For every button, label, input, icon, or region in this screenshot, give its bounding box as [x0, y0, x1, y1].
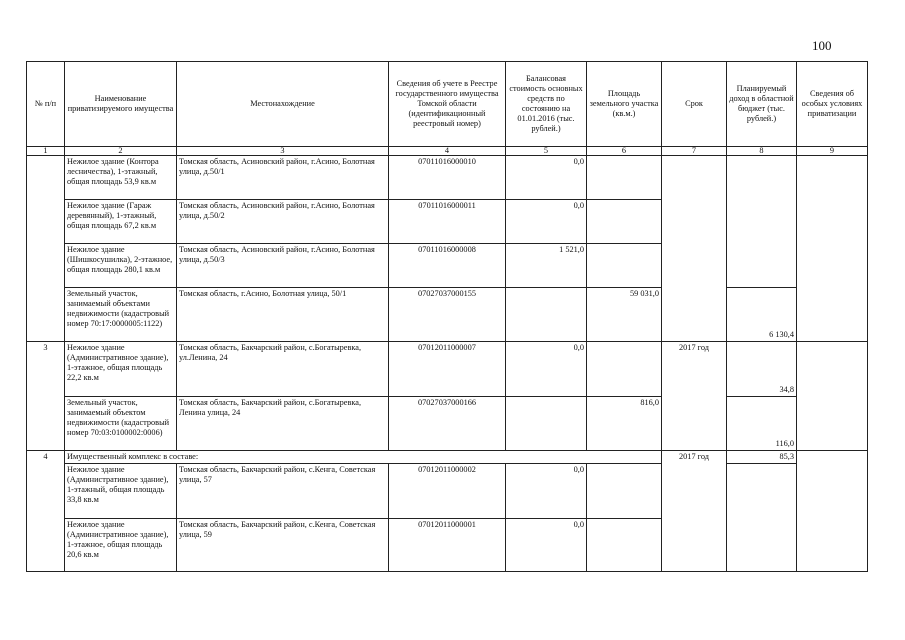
table-row: [27, 244, 868, 288]
column-number: 9: [797, 147, 868, 156]
income-cell: [727, 244, 797, 288]
income-cell: [727, 519, 797, 572]
column-number-row: [27, 147, 868, 156]
income-value: 85,3: [727, 451, 797, 464]
table-row: [27, 288, 868, 342]
item-location: Томская область, Бакчарский район, с.Богатыревка, Ленина улица, 24: [177, 397, 389, 451]
header-cell: Планируемый доход в областной бюджет (тыс. рублей.): [727, 62, 797, 147]
item-name: Нежилое здание (Гараж деревянный), 1-этажный, общая площадь 67,2 кв.м: [65, 200, 177, 244]
registry-number: 07011016000011: [389, 200, 506, 244]
privatization-table: [26, 61, 868, 572]
item-name: Нежилое здание (Административное здание), 1-этажное, общая площадь 22,2 кв.м: [65, 342, 177, 397]
balance-value: 0,0: [506, 464, 587, 519]
area-cell: [587, 200, 662, 244]
area-cell: [587, 156, 662, 200]
column-number: 4: [389, 147, 506, 156]
item-location: Томская область, Асиновский район, г.Асино, Болотная улица, д.50/2: [177, 200, 389, 244]
table-row: [27, 397, 868, 451]
table-row: [27, 200, 868, 244]
item-location: Томская область, Бакчарский район, с.Кенга, Советская улица, 57: [177, 464, 389, 519]
header-cell: Площадь земельного участка (кв.м.): [587, 62, 662, 147]
balance-cell: [506, 288, 587, 342]
area-value: 59 031,0: [587, 288, 662, 342]
table-row: [27, 519, 868, 572]
header-cell: Сведения об особых условиях приватизации: [797, 62, 868, 147]
area-value: 816,0: [587, 397, 662, 451]
header-cell: Наименование приватизируемого имущества: [65, 62, 177, 147]
registry-number: 07012011000002: [389, 464, 506, 519]
item-name: Нежилое здание (Административное здание), 1-этажное, общая площадь 20,6 кв.м: [65, 519, 177, 572]
item-name: Нежилое здание (Шишкосушилка), 2-этажное, общая площадь 280,1 кв.м: [65, 244, 177, 288]
item-location: Томская область, г.Асино, Болотная улица, 50/1: [177, 288, 389, 342]
balance-value: 1 521,0: [506, 244, 587, 288]
column-number: 2: [65, 147, 177, 156]
column-number: 5: [506, 147, 587, 156]
term-value: 2017 год: [662, 342, 727, 451]
item-location: Томская область, Бакчарский район, с.Богатыревка, ул.Ленина, 24: [177, 342, 389, 397]
registry-number: 07011016000008: [389, 244, 506, 288]
item-name: Земельный участок, занимаемый объектом недвижимости (кадастровый номер 70:03:0100002:0006): [65, 397, 177, 451]
item-location: Томская область, Асиновский район, г.Асино, Болотная улица, д.50/3: [177, 244, 389, 288]
income-cell: [727, 200, 797, 244]
item-location: Томская область, Бакчарский район, с.Кенга, Советская улица, 59: [177, 519, 389, 572]
header-cell: Местонахождение: [177, 62, 389, 147]
conditions-cell: [797, 451, 868, 572]
item-name: Земельный участок, занимаемый объектами недвижимости (кадастровый номер 70:17:0000005:1122): [65, 288, 177, 342]
income-value: 116,0: [727, 397, 797, 451]
balance-value: 0,0: [506, 156, 587, 200]
balance-value: 0,0: [506, 519, 587, 572]
area-cell: [587, 244, 662, 288]
table-row: [27, 451, 868, 464]
income-cell: [727, 464, 797, 519]
balance-value: 0,0: [506, 200, 587, 244]
area-cell: [587, 464, 662, 519]
conditions-cell: [797, 342, 868, 451]
term-value: 2017 год: [662, 451, 727, 572]
income-value: 6 130,4: [727, 288, 797, 342]
item-name: Нежилое здание (Контора лесничества), 1-этажный, общая площадь 53,9 кв.м: [65, 156, 177, 200]
balance-cell: [506, 397, 587, 451]
complex-title: Имущественный комплекс в составе:: [65, 451, 662, 464]
column-number: 7: [662, 147, 727, 156]
registry-number: 07012011000001: [389, 519, 506, 572]
item-location: Томская область, Асиновский район, г.Асино, Болотная улица, д.50/1: [177, 156, 389, 200]
registry-number: 07027037000166: [389, 397, 506, 451]
header-cell: № п/п: [27, 62, 65, 147]
row-number: 4: [27, 451, 65, 572]
column-number: 1: [27, 147, 65, 156]
table-row: [27, 342, 868, 397]
table-row: [27, 464, 868, 519]
header-cell: Сведения об учете в Реестре государственного имущества Томской области (идентификационный реестровый номер): [389, 62, 506, 147]
area-cell: [587, 342, 662, 397]
row-number-cell: [27, 156, 65, 342]
income-cell: [727, 156, 797, 200]
header-row: [27, 62, 868, 147]
term-cell: [662, 156, 727, 342]
conditions-cell: [797, 156, 868, 342]
table-row: [27, 156, 868, 200]
column-number: 6: [587, 147, 662, 156]
column-number: 3: [177, 147, 389, 156]
header-cell: Балансовая стоимость основных средств по состоянию на 01.01.2016 (тыс. рублей.): [506, 62, 587, 147]
area-cell: [587, 519, 662, 572]
balance-value: 0,0: [506, 342, 587, 397]
registry-number: 07011016000010: [389, 156, 506, 200]
page-number: 100: [812, 38, 832, 53]
registry-number: 07027037000155: [389, 288, 506, 342]
column-number: 8: [727, 147, 797, 156]
income-value: 34,8: [727, 342, 797, 397]
item-name: Нежилое здание (Административное здание), 1-этажный, общая площадь 33,8 кв.м: [65, 464, 177, 519]
registry-number: 07012011000007: [389, 342, 506, 397]
row-number: 3: [27, 342, 65, 451]
header-cell: Срок: [662, 62, 727, 147]
